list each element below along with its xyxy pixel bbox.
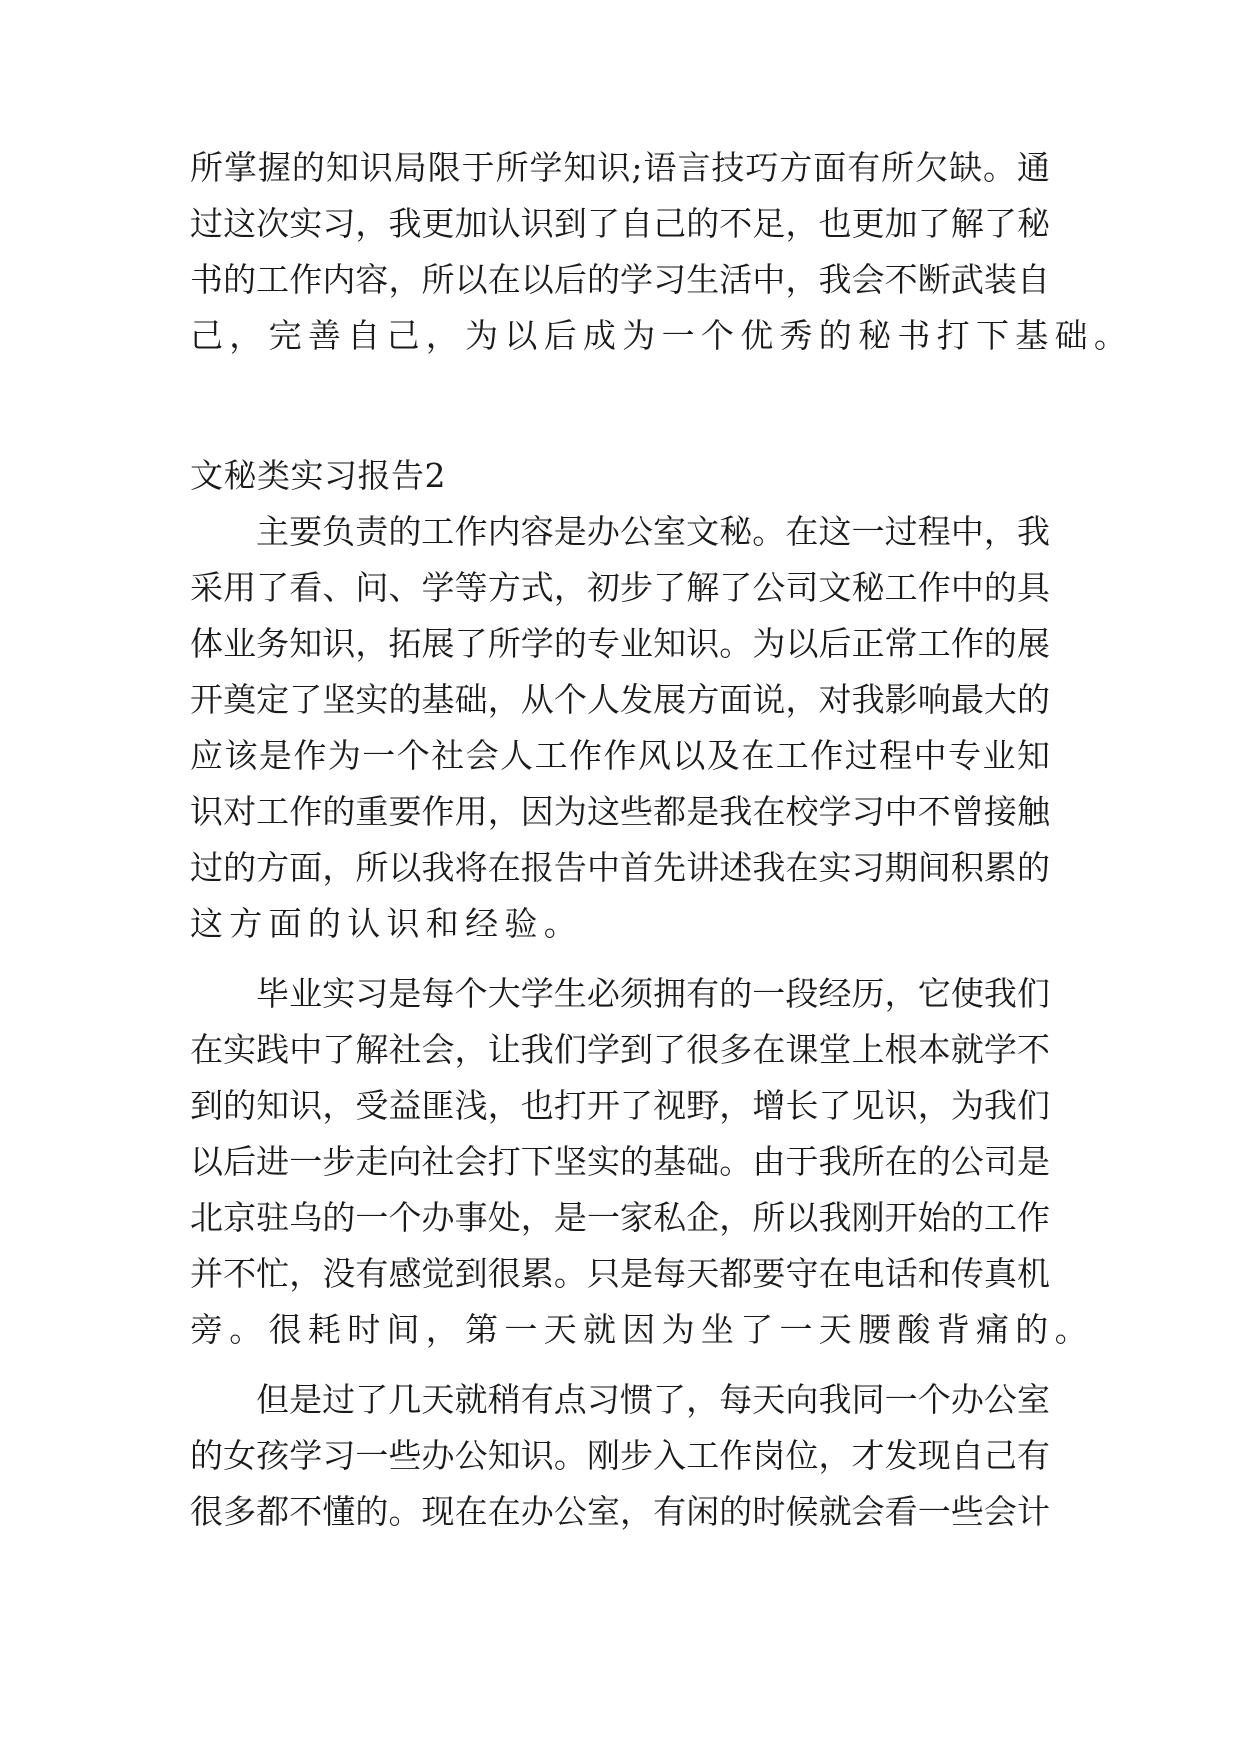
text-line: 以后进一步走向社会打下坚实的基础。由于我所在的公司是	[190, 1142, 1050, 1181]
text-line: 很多都不懂的。现在在办公室，有闲的时候就会看一些会计	[190, 1492, 1050, 1531]
text-line: 但是过了几天就稍有点习惯了，每天向我同一个办公室	[256, 1380, 1050, 1419]
text-line: 开奠定了坚实的基础，从个人发展方面说，对我影响最大的	[190, 680, 1050, 719]
text-line: 过的方面，所以我将在报告中首先讲述我在实习期间积累的	[190, 848, 1050, 887]
text-line: 毕业实习是每个大学生必须拥有的一段经历，它使我们	[256, 974, 1050, 1013]
text-line: 在实践中了解社会，让我们学到了很多在课堂上根本就学不	[190, 1030, 1050, 1069]
text-line: 过这次实习，我更加认识到了自己的不足，也更加了解了秘	[190, 204, 1050, 243]
text-line: 主要负责的工作内容是办公室文秘。在这一过程中，我	[256, 512, 1050, 551]
text-line: 己，完善自己，为以后成为一个优秀的秘书打下基础。	[190, 316, 1134, 355]
text-line: 并不忙，没有感觉到很累。只是每天都要守在电话和传真机	[190, 1254, 1050, 1293]
text-line: 所掌握的知识局限于所学知识;语言技巧方面有所欠缺。通	[190, 148, 1050, 187]
text-line: 识对工作的重要作用，因为这些都是我在校学习中不曾接触	[190, 792, 1050, 831]
text-line: 采用了看、问、学等方式，初步了解了公司文秘工作中的具	[190, 568, 1050, 607]
text-line: 书的工作内容，所以在以后的学习生活中，我会不断武装自	[190, 260, 1050, 299]
text-line: 旁。很耗时间，第一天就因为坐了一天腰酸背痛的。	[190, 1310, 1094, 1349]
section-heading: 文秘类实习报告2	[190, 456, 446, 495]
text-line: 应该是作为一个社会人工作作风以及在工作过程中专业知	[190, 736, 1050, 775]
text-line: 的女孩学习一些办公知识。刚步入工作岗位，才发现自己有	[190, 1436, 1050, 1475]
text-line: 这方面的认识和经验。	[190, 904, 583, 943]
text-line: 北京驻乌的一个办事处，是一家私企，所以我刚开始的工作	[190, 1198, 1050, 1237]
text-line: 到的知识，受益匪浅，也打开了视野，增长了见识，为我们	[190, 1086, 1050, 1125]
text-line: 体业务知识，拓展了所学的专业知识。为以后正常工作的展	[190, 624, 1050, 663]
